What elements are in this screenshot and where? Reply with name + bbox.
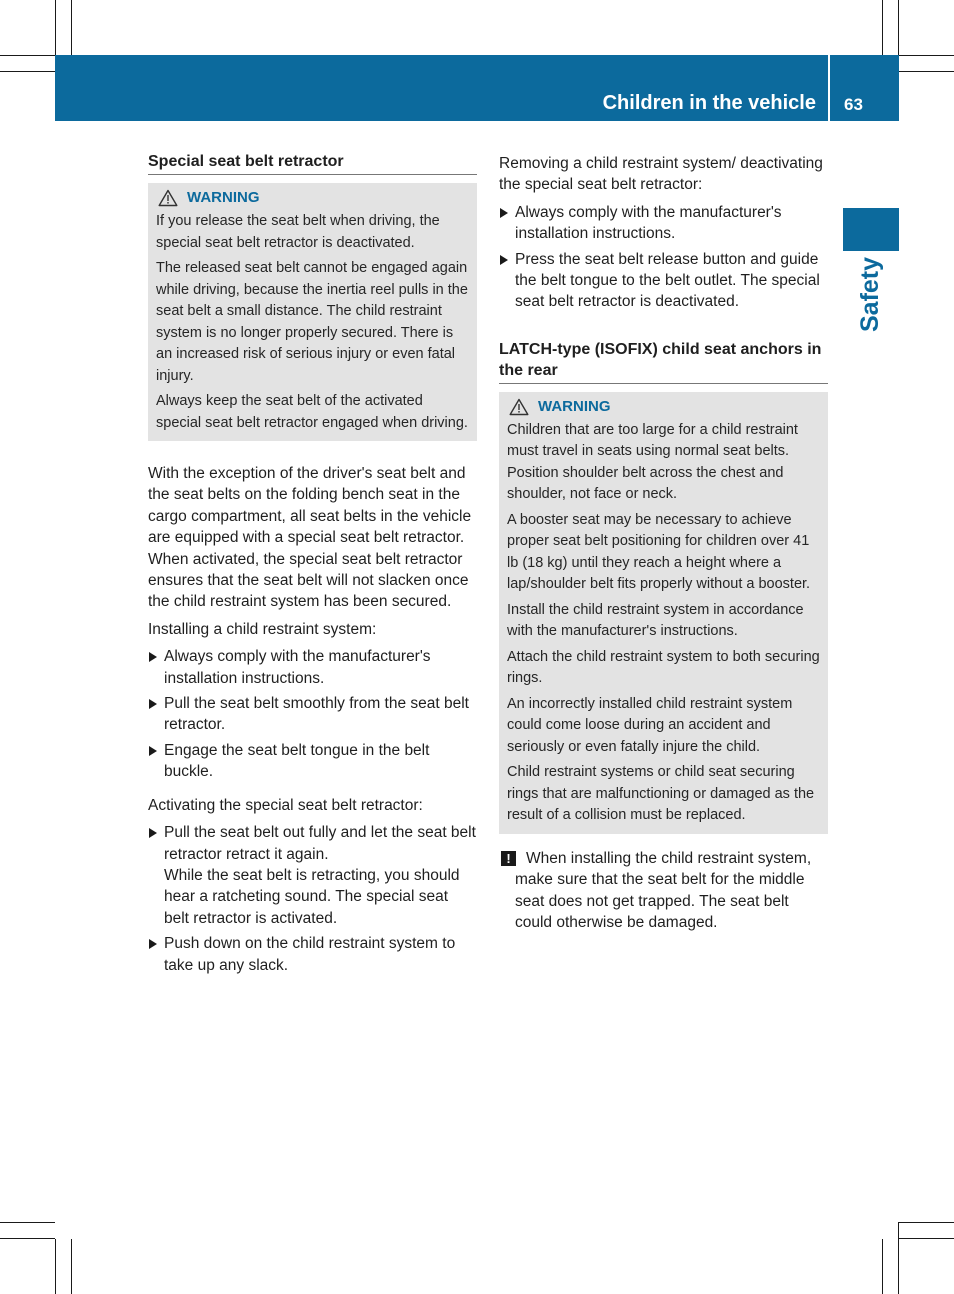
activate-lead: Activating the special seat belt retractor: bbox=[148, 796, 423, 814]
intro-paragraph: With the exception of the driver's seat belt and the seat belts on the folding bench seat in the cargo compartment, all seat belts in the vehicle are equipped with a special seat belt retractor. When activated, the special seat belt retractor ensures that the seat belt will not slacken once the child restraint system has been secured. bbox=[148, 465, 472, 611]
remove-lead: Removing a child restraint system/ deactivating the special seat belt retractor: bbox=[499, 155, 823, 194]
section-heading: LATCH-type (ISOFIX) child seat anchors in the rear bbox=[499, 339, 828, 384]
warning-label: WARNING bbox=[538, 397, 611, 415]
crop-mark bbox=[0, 55, 55, 56]
warning-triangle-icon bbox=[509, 398, 529, 416]
crop-mark bbox=[71, 0, 72, 55]
right-column bbox=[499, 151, 828, 933]
step-text: Push down on the child restraint system to take up any slack. bbox=[164, 935, 456, 974]
list-item: Press the seat belt release button and guide the belt tongue to the belt outlet. The special seat belt retractor is deactivated. bbox=[499, 249, 828, 313]
remove-steps bbox=[499, 202, 828, 313]
section-tab bbox=[843, 208, 899, 251]
list-item: Always comply with the manufacturer's installation instructions. bbox=[499, 202, 828, 245]
step-text: Pull the seat belt out fully and let the seat belt retractor retract it again. bbox=[164, 824, 476, 863]
warning-box bbox=[499, 392, 828, 834]
exclamation-icon: ! bbox=[501, 851, 516, 866]
warning-paragraph: Always keep the seat belt of the activated special seat belt retractor engaged when driving. bbox=[156, 393, 468, 431]
note-text: When installing the child restraint system, make sure that the seat belt for the middle seat does not get trapped. The seat belt could otherwise be damaged. bbox=[515, 849, 812, 932]
warning-box bbox=[148, 183, 477, 441]
warning-paragraph: If you release the seat belt when driving, the special seat belt retractor is deactivated. bbox=[156, 213, 440, 251]
crop-mark bbox=[882, 1239, 883, 1294]
activate-steps bbox=[148, 822, 477, 976]
left-column bbox=[148, 151, 477, 984]
page-number: 63 bbox=[844, 95, 863, 114]
warning-paragraph: An incorrectly installed child restraint system could come loose during an accident and seriously or even fatally injure the child. bbox=[507, 695, 793, 755]
section-tab-label: Safety bbox=[856, 256, 884, 332]
warning-paragraph: A booster seat may be necessary to achieve proper seat belt positioning for children over 41 lb (18 kg) until they reach a height where a lap/shoulder belt fits properly without a booster. bbox=[507, 511, 811, 593]
step-detail: While the seat belt is retracting, you should hear a ratcheting sound. The special seat belt retractor is activated. bbox=[164, 866, 460, 927]
crop-mark bbox=[899, 71, 954, 72]
list-item bbox=[148, 822, 477, 929]
crop-mark bbox=[899, 1222, 954, 1223]
warning-title bbox=[156, 189, 469, 207]
install-steps bbox=[148, 646, 477, 782]
chapter-title: Children in the vehicle bbox=[602, 92, 816, 114]
warning-paragraph: The released seat belt cannot be engaged again while driving, because the inertia reel pulls in the seat belt a small distance. The child restraint system is no longer properly secured. There is an increased risk of serious injury or even fatal injury. bbox=[156, 260, 468, 384]
crop-mark bbox=[882, 0, 883, 55]
chapter-header bbox=[55, 55, 828, 121]
crop-mark bbox=[899, 55, 954, 56]
page-number-box bbox=[830, 55, 899, 121]
install-lead: Installing a child restraint system: bbox=[148, 620, 377, 638]
crop-mark bbox=[0, 1222, 55, 1223]
warning-paragraph: Children that are too large for a child restraint must travel in seats using normal seat belts. Position shoulder belt across the chest and shoulder, not face or neck. bbox=[507, 421, 798, 503]
list-item: Pull the seat belt smoothly from the seat belt retractor. bbox=[148, 693, 477, 736]
crop-mark bbox=[898, 1222, 899, 1294]
crop-mark bbox=[899, 1238, 954, 1239]
warning-triangle-icon bbox=[158, 189, 178, 207]
crop-mark bbox=[55, 1239, 56, 1294]
list-item: Engage the seat belt tongue in the belt buckle. bbox=[148, 740, 477, 783]
warning-paragraph: Attach the child restraint system to both securing rings. bbox=[507, 648, 820, 687]
note bbox=[499, 848, 828, 934]
warning-paragraph: Install the child restraint system in accordance with the manufacturer's instructions. bbox=[507, 601, 804, 640]
crop-mark bbox=[55, 0, 56, 55]
list-item: Always comply with the manufacturer's installation instructions. bbox=[148, 646, 477, 689]
crop-mark bbox=[0, 1238, 55, 1239]
warning-label: WARNING bbox=[187, 189, 260, 206]
warning-paragraph: Child restraint systems or child seat securing rings that are malfunctioning or damaged as the result of a collision must be replaced. bbox=[507, 764, 815, 824]
section-heading: Special seat belt retractor bbox=[148, 151, 477, 175]
list-item bbox=[148, 933, 477, 976]
crop-mark bbox=[0, 71, 55, 72]
crop-mark bbox=[898, 0, 899, 55]
warning-title bbox=[507, 398, 820, 416]
crop-mark bbox=[71, 1239, 72, 1294]
